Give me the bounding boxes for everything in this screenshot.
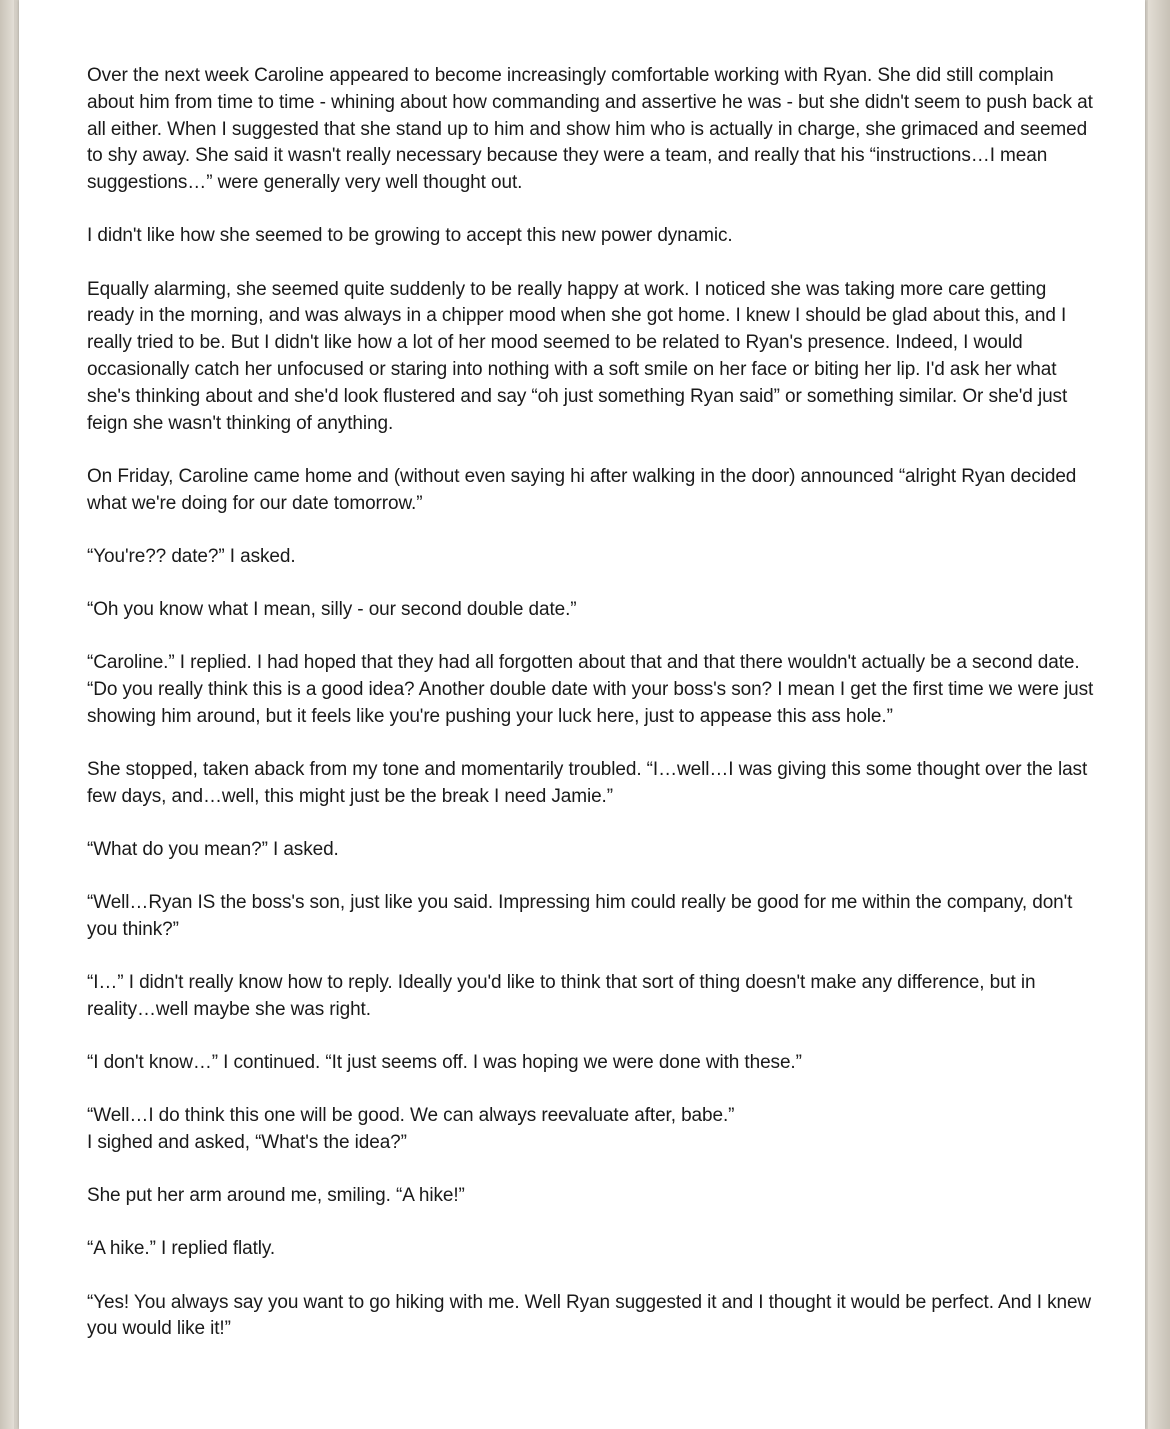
paragraph: “I don't know…” I continued. “It just seems off. I was hoping we were done with these.”	[87, 1052, 802, 1074]
paragraph: “Well…I do think this one will be good. We can always reevaluate after, babe.” I sighed and asked, “What's the idea?”	[87, 1105, 735, 1153]
paragraph: “A hike.” I replied flatly.	[87, 1238, 276, 1260]
page-left-shadow	[0, 0, 14, 1429]
paragraph: I didn't like how she seemed to be growing to accept this new power dynamic.	[87, 225, 733, 247]
paragraph: She put her arm around me, smiling. “A hike!”	[87, 1185, 465, 1207]
paragraph: “Well…Ryan IS the boss's son, just like you said. Impressing him could really be good for me within the company, don't you think?”	[87, 892, 1073, 940]
page-right-shadow	[1148, 0, 1170, 1429]
document-body	[87, 63, 1097, 1370]
document-page	[19, 0, 1145, 1429]
paragraph: “Oh you know what I mean, silly - our second double date.”	[87, 598, 577, 620]
paragraph: On Friday, Caroline came home and (without even saying hi after walking in the door) announced “alright Ryan decided what we're doing for our date tomorrow.”	[87, 465, 1077, 514]
paragraph: “I…” I didn't really know how to reply. Ideally you'd like to think that sort of thing doesn't make any difference, but in reality…well maybe she was right.	[87, 972, 1036, 1020]
paragraph: Over the next week Caroline appeared to become increasingly comfortable working with Ryan. She did still complain about him from time to time - whining about how commanding and assertive he was - but she didn't seem to push back at all either. When I suggested that she stand up to him and show him who is actually in charge, she grimaced and seemed to shy away. She said it wasn't really necessary because they were a team, and really that his “instructions…I mean suggestions…” were generally very well thought out.	[87, 65, 1093, 194]
paragraph: “Yes! You always say you want to go hiking with me. Well Ryan suggested it and I thought it would be perfect. And I knew you would like it!”	[87, 1291, 1092, 1340]
paragraph: Equally alarming, she seemed quite suddenly to be really happy at work. I noticed she was taking more care getting ready in the morning, and was always in a chipper mood when she got home. I knew I should be glad about this, and I really tried to be. But I didn't like how a lot of her mood seemed to be related to Ryan's presence. Indeed, I would occasionally catch her unfocused or staring into nothing with a soft smile on her face or biting her lip. I'd ask her what she's thinking about and she'd look flustered and say “oh just something Ryan said” or something similar. Or she'd just feign she wasn't thinking of anything.	[87, 278, 1068, 434]
paragraph: “What do you mean?” I asked.	[87, 838, 339, 860]
paragraph: “Caroline.” I replied. I had hoped that they had all forgotten about that and that there wouldn't actually be a second date. “Do you really think this is a good idea? Another double date with your boss's son? I mean I get the first time we were just showing him around, but it feels like you're pushing your luck here, just to appease this ass hole.”	[87, 652, 1094, 727]
paragraph: “You're?? date?” I asked.	[87, 545, 296, 567]
paragraph: She stopped, taken aback from my tone and momentarily troubled. “I…well…I was giving this some thought over the last few days, and…well, this might just be the break I need Jamie.”	[87, 758, 1088, 807]
